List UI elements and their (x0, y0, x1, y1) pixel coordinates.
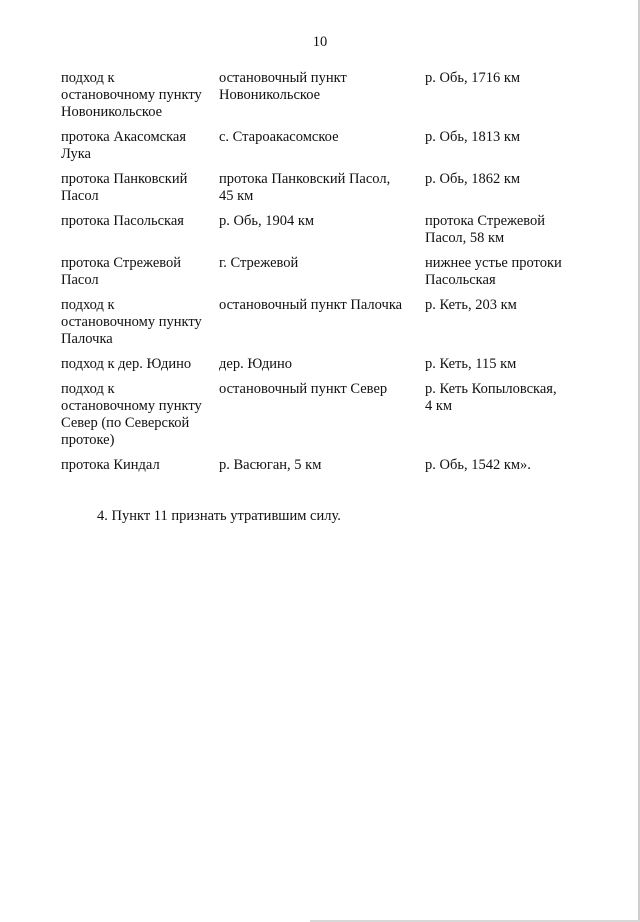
end-point-cell: р. Кеть Копыловская, 4 км (425, 381, 557, 414)
waterway-name-cell: подход к остановочному пункту Север (по Северской протоке) (61, 381, 202, 448)
waterway-name-cell: протока Панковский Пасол (61, 171, 188, 204)
table-row (61, 457, 581, 474)
table-row (61, 381, 581, 449)
waterway-name-cell: протока Киндал (61, 457, 160, 473)
end-point-cell: р. Кеть, 203 км (425, 297, 517, 313)
start-point-cell: протока Панковский Пасол, 45 км (219, 171, 391, 204)
start-point-cell: р. Васюган, 5 км (219, 457, 322, 473)
clause-paragraph: 4. Пункт 11 признать утратившим силу. (97, 508, 341, 524)
waterway-name-cell: протока Акасомская Лука (61, 129, 187, 162)
table-row (61, 297, 581, 348)
end-point-cell: р. Обь, 1542 км». (425, 457, 531, 473)
waterway-table (61, 70, 581, 482)
end-point-cell: р. Обь, 1862 км (425, 171, 521, 187)
table-row (61, 70, 581, 121)
end-point-cell: р. Обь, 1716 км (425, 70, 521, 86)
table-row (61, 255, 581, 289)
table-row (61, 213, 581, 247)
waterway-name-cell: подход к остановочному пункту Новоникольское (61, 70, 202, 120)
waterway-name-cell: подход к дер. Юдино (61, 356, 192, 372)
start-point-cell: р. Обь, 1904 км (219, 213, 315, 229)
end-point-cell: протока Стрежевой Пасол, 58 км (425, 213, 546, 246)
end-point-cell: р. Кеть, 115 км (425, 356, 517, 372)
start-point-cell: остановочный пункт Север (219, 381, 388, 397)
waterway-name-cell: протока Пасольская (61, 213, 184, 229)
table-row (61, 129, 581, 163)
start-point-cell: с. Староакасомское (219, 129, 339, 145)
table-row (61, 356, 581, 373)
waterway-name-cell: подход к остановочному пункту Палочка (61, 297, 202, 347)
table-row (61, 171, 581, 205)
end-point-cell: р. Обь, 1813 км (425, 129, 521, 145)
waterway-name-cell: протока Стрежевой Пасол (61, 255, 182, 288)
page-number: 10 (312, 34, 328, 50)
start-point-cell: остановочный пункт Новоникольское (219, 70, 347, 103)
start-point-cell: остановочный пункт Палочка (219, 297, 403, 313)
end-point-cell: нижнее устье протоки Пасольская (425, 255, 562, 288)
start-point-cell: дер. Юдино (219, 356, 293, 372)
start-point-cell: г. Стрежевой (219, 255, 299, 271)
